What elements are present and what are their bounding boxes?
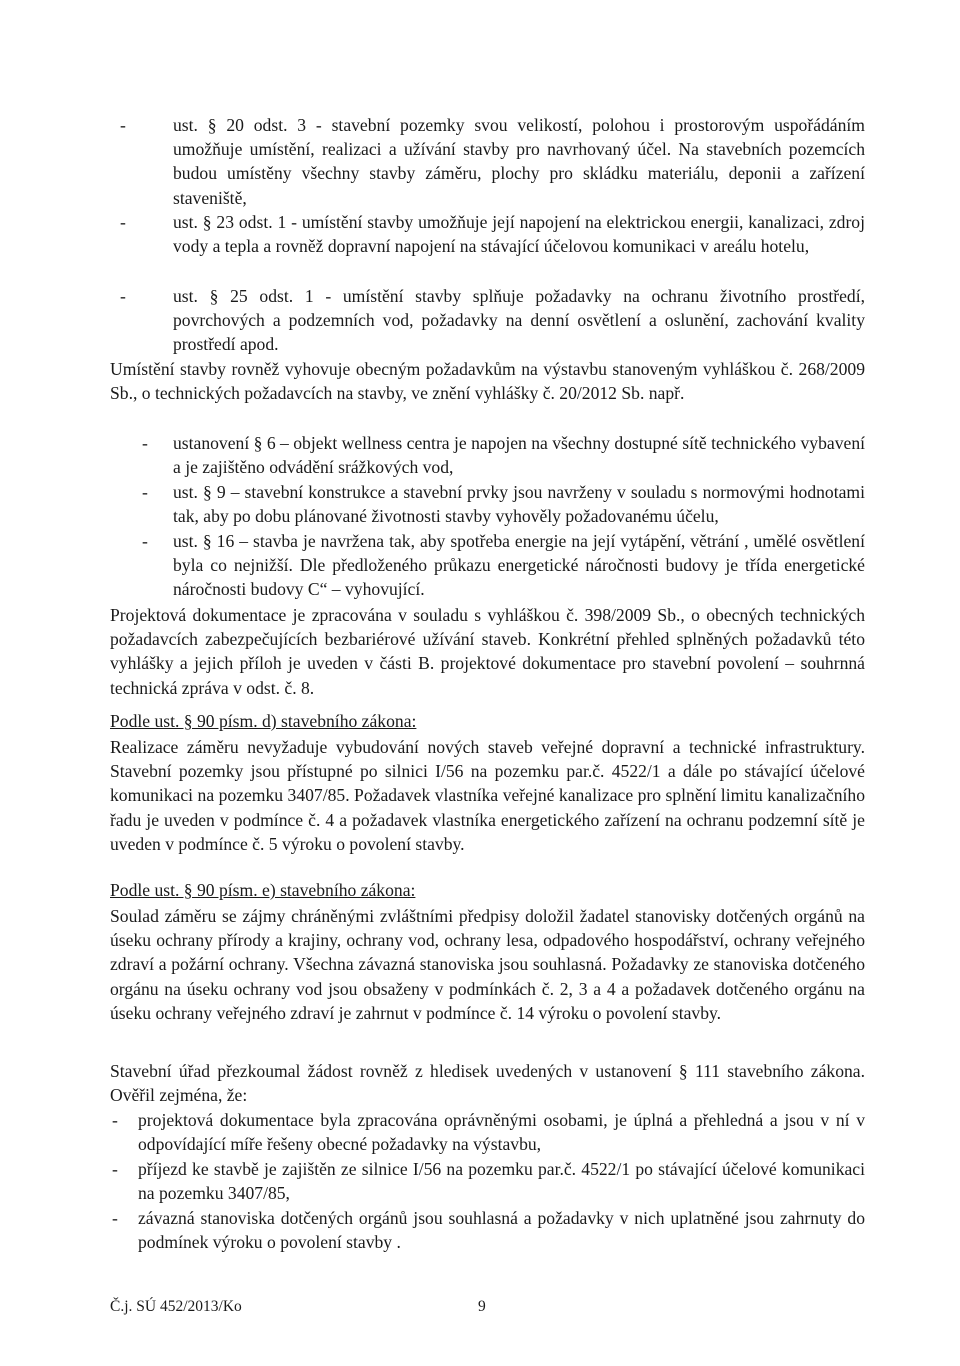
paragraph-e: Soulad záměru se zájmy chráněnými zvláštními předpisy doložil žadatel stanovisky dotčených orgánů na úseku ochrany přírody a krajiny, ochrany vod, ochrany lesa, odpadového hospodářství, ochrany veřejného zdraví a požární ochrany. Všechna závazná stanoviska jsou souhlasná. Požadavky ze stanoviska dotčeného orgánu na úseku ochrany vod jsou obsaženy v podmínkách č. 2, 3 a 4 a požadavek dotčeného orgánu na úseku ochrany veřejného zdraví je zahrnut v podmínce č. 14 výroku o povolení stavby. bbox=[110, 906, 865, 1023]
list-item: projektová dokumentace byla zpracována oprávněnými osobami, je úplná a přehledná a jsou v ní v odpovídající míře řešeny obecné požadavky na výstavbu, bbox=[138, 1110, 865, 1155]
paragraph-projektova: Projektová dokumentace je zpracována v souladu s vyhláškou č. 398/2009 Sb., o obecných technických požadavcích zabezpečujících bezbariérové užívání staveb. Konkrétní přehled splněných požadavků této vyhlášky a jejich příloh je uveden v části B. projektové dokumentace pro stavební povolení – souhrnná technická zpráva v odst. č. 8. bbox=[110, 605, 865, 698]
bullet-dash: - bbox=[112, 1110, 118, 1130]
section-heading-e: Podle ust. § 90 písm. e) stavebního zákona: bbox=[110, 880, 416, 900]
list-item: závazná stanoviska dotčených orgánů jsou souhlasná a požadavky v nich uplatněné jsou zahrnuty do podmínek výroku o povolení stavby . bbox=[138, 1208, 865, 1253]
list-item: ust. § 9 – stavební konstrukce a stavební prvky jsou navrženy v souladu s normovými hodnotami tak, aby po dobu plánované životnosti stavby vyhověly požadovanému účelu, bbox=[173, 482, 865, 527]
bullet-dash: - bbox=[142, 433, 148, 453]
bullet-dash: - bbox=[120, 286, 126, 306]
bullet-dash: - bbox=[112, 1159, 118, 1179]
list-item: příjezd ke stavbě je zajištěn ze silnice I/56 na pozemku par.č. 4522/1 po stávající účelové komunikaci na pozemku 3407/85, bbox=[138, 1159, 865, 1204]
bullet-dash: - bbox=[120, 115, 126, 135]
bullet-dash: - bbox=[112, 1208, 118, 1228]
paragraph-d: Realizace záměru nevyžaduje vybudování nových staveb veřejné dopravní a technické infrastruktury. Stavební pozemky jsou přístupné po silnici I/56 na pozemku par.č. 4522/1 a dále po stávající účelové komunikaci na pozemku 3407/85. Požadavek vlastníka veřejné kanalizace pro splnění limitu kanalizačního řadu je uveden v podmínce č. 4 a požadavek vlastníka energetického zařízení na ochranu podzemní sítě je uveden v podmínce č. 5 výroku o povolení stavby. bbox=[110, 737, 865, 854]
list-item: ustanovení § 6 – objekt wellness centra je napojen na všechny dostupné sítě technického vybavení a je zajištěno odvádění srážkových vod, bbox=[173, 433, 865, 478]
footer-reference: Č.j. SÚ 452/2013/Ko bbox=[110, 1298, 242, 1315]
bullet-dash: - bbox=[120, 212, 126, 232]
bullet-dash: - bbox=[142, 482, 148, 502]
list-item: ust. § 23 odst. 1 - umístění stavby umožňuje její napojení na elektrickou energii, kanalizaci, zdroj vody a tepla a rovněž dopravní napojení na stávající účelovou komunikaci v areálu hotelu, bbox=[173, 212, 865, 257]
paragraph-umisteni: Umístění stavby rovněž vyhovuje obecným požadavkům na výstavbu stanoveným vyhláškou č. 268/2009 Sb., o technických požadavcích na stavby, ve znění vyhlášky č. 20/2012 Sb. např. bbox=[110, 359, 865, 404]
list-item: ust. § 16 – stavba je navržena tak, aby spotřeba energie na její vytápění, větrání , umělé osvětlení byla co nejnižší. Dle předloženého průkazu energetické náročnosti budovy je třída energetické náročnosti budovy C“ – vyhovující. bbox=[173, 531, 865, 600]
bullet-dash: - bbox=[142, 531, 148, 551]
section-heading-d: Podle ust. § 90 písm. d) stavebního zákona: bbox=[110, 711, 417, 731]
list-item: ust. § 25 odst. 1 - umístění stavby splňuje požadavky na ochranu životního prostředí, povrchových a podzemních vod, požadavky na denní osvětlení a oslunění, zachování kvality prostředí apod. bbox=[173, 286, 865, 355]
list-item: ust. § 20 odst. 3 - stavební pozemky svou velikostí, polohou i prostorovým uspořádáním umožňuje umístění, realizaci a užívání stavby pro navrhovaný účel. Na stavebních pozemcích budou umístěny všechny stavby záměru, plochy pro skládku materiálu, deponii a zařízení staveniště, bbox=[173, 115, 865, 208]
page-number: 9 bbox=[478, 1298, 486, 1315]
paragraph-urad: Stavební úřad přezkoumal žádost rovněž z hledisek uvedených v ustanovení § 111 stavebního zákona. Ověřil zejména, že: bbox=[110, 1061, 865, 1106]
